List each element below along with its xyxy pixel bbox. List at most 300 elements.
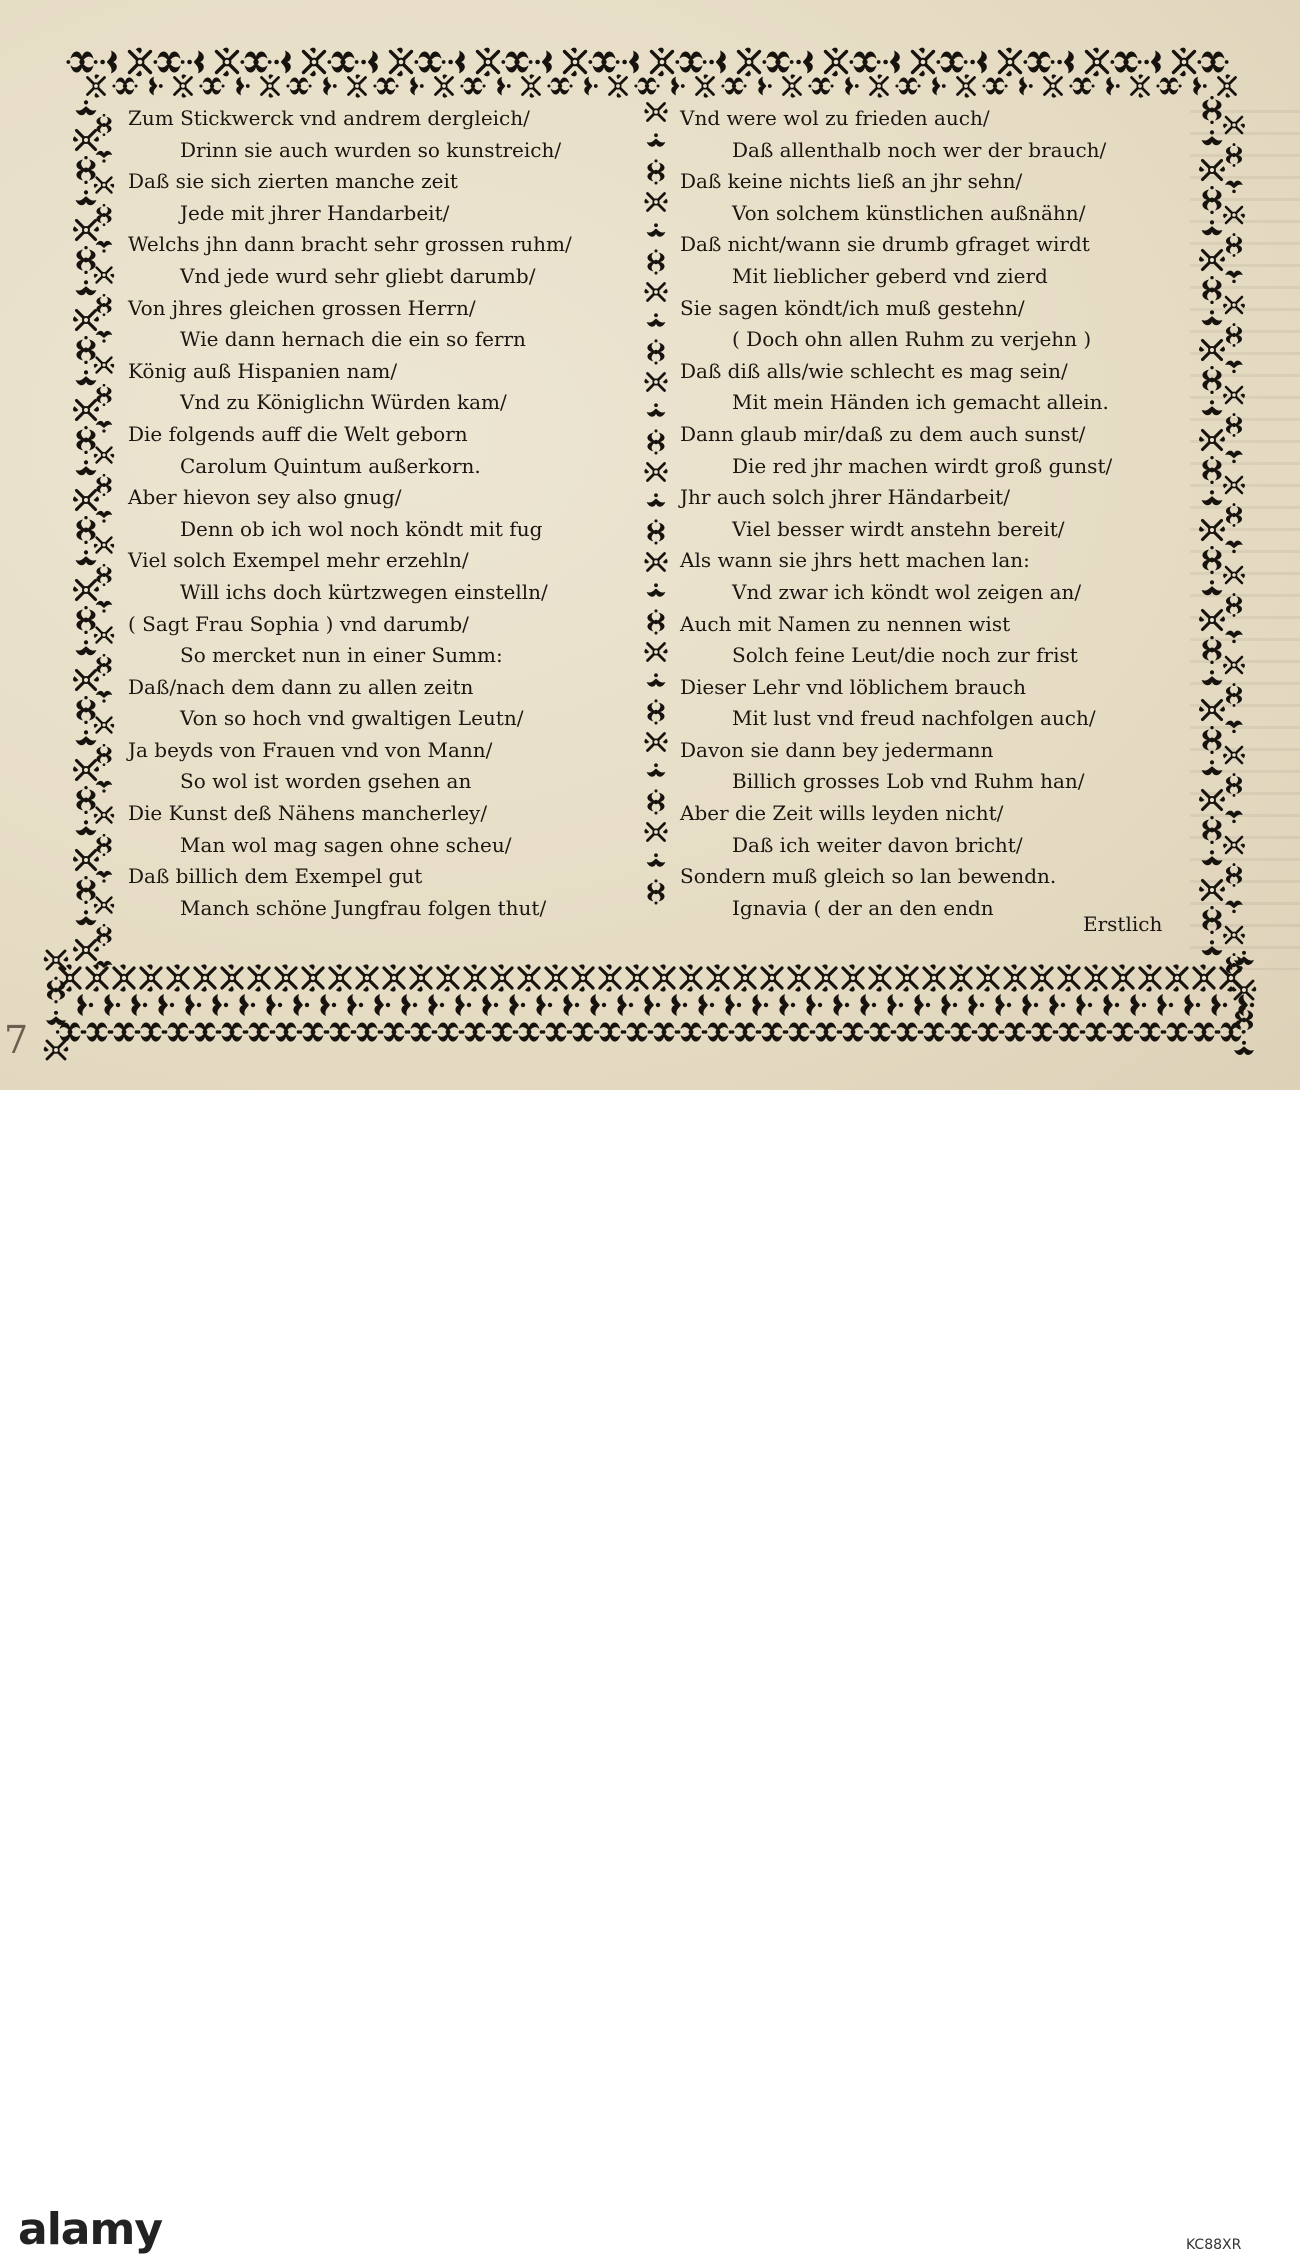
- border-ornament-icon: [76, 246, 95, 274]
- right-verse-line: Aber die Zeit wills leyden nicht/: [680, 801, 1004, 826]
- border-ornament-icon: [1110, 51, 1141, 72]
- border-ornament-icon: [1059, 964, 1079, 991]
- border-ornament-icon: [600, 964, 620, 991]
- border-ornament-icon: [1028, 1022, 1056, 1041]
- right-verse-line: Die red jhr machen wirdt groß gunst/: [732, 453, 1113, 478]
- border-ornament-icon: [438, 964, 458, 991]
- border-ornament-icon: [411, 964, 431, 991]
- border-ornament-icon: [731, 1022, 759, 1041]
- border-ornament-icon: [96, 241, 113, 253]
- border-ornament-icon: [951, 964, 971, 991]
- border-ornament-icon: [647, 609, 664, 634]
- border-ornament-icon: [112, 77, 137, 94]
- border-ornament-icon: [76, 730, 97, 745]
- border-ornament-icon: [73, 761, 99, 780]
- border-ornament-icon: [573, 964, 593, 991]
- border-ornament-icon: [796, 50, 813, 73]
- border-ornament-icon: [675, 51, 706, 72]
- border-ornament-icon: [762, 51, 793, 72]
- border-ornament-icon: [1136, 1022, 1164, 1041]
- border-ornament-icon: [349, 74, 366, 97]
- border-ornament-icon: [1199, 881, 1225, 900]
- right-verse-line: Auch mit Namen zu nennen wist: [680, 611, 1011, 636]
- catchword: Erstlich: [1083, 912, 1163, 936]
- border-ornament-icon: [644, 104, 667, 121]
- border-ornament-icon: [76, 190, 97, 205]
- border-ornament-icon: [697, 74, 714, 97]
- border-ornament-icon: [44, 951, 69, 969]
- border-ornament-icon: [1202, 580, 1223, 595]
- border-ornament-icon: [158, 994, 174, 1016]
- border-ornament-icon: [357, 964, 377, 991]
- border-ornament-icon: [262, 74, 279, 97]
- border-ornament-icon: [175, 74, 192, 97]
- border-ornament-icon: [1076, 994, 1092, 1016]
- border-ornament-icon: [1069, 77, 1094, 94]
- border-ornament-icon: [1057, 50, 1074, 73]
- border-ornament-icon: [217, 48, 238, 77]
- border-ornament-icon: [536, 994, 552, 1016]
- border-ornament-icon: [647, 493, 666, 506]
- border-ornament-icon: [1223, 657, 1245, 673]
- border-ornament-icon: [94, 178, 114, 193]
- border-ornament-icon: [1199, 521, 1225, 540]
- border-ornament-icon: [76, 640, 97, 655]
- border-ornament-icon: [1226, 143, 1242, 167]
- border-ornament-icon: [88, 74, 105, 97]
- border-ornament-icon: [1157, 994, 1173, 1016]
- border-ornament-icon: [96, 114, 111, 136]
- border-ornament-icon: [1202, 310, 1223, 325]
- border-ornament-icon: [860, 994, 876, 1016]
- border-ornament-icon: [320, 994, 336, 1016]
- border-ornament-icon: [647, 429, 664, 454]
- border-ornament-icon: [644, 374, 667, 391]
- border-ornament-icon: [968, 994, 984, 1016]
- border-ornament-icon: [1144, 50, 1161, 73]
- border-ornament-icon: [808, 77, 833, 94]
- border-ornament-icon: [1202, 906, 1221, 934]
- left-verse-line: Manch schöne Jungfrau folgen thut/: [180, 895, 547, 920]
- right-verse-line: Sie sagen köndt/ich muß gestehn/: [680, 295, 1025, 320]
- border-ornament-icon: [153, 51, 184, 72]
- border-ornament-icon: [286, 77, 311, 94]
- border-ornament-icon: [77, 994, 93, 1016]
- border-ornament-icon: [1197, 51, 1228, 72]
- border-ornament-icon: [1225, 721, 1243, 734]
- border-ornament-icon: [47, 977, 65, 1004]
- border-ornament-icon: [222, 964, 242, 991]
- border-ornament-icon: [644, 194, 667, 211]
- border-ornament-icon: [806, 994, 822, 1016]
- border-ornament-icon: [436, 74, 453, 97]
- border-ornament-icon: [460, 77, 485, 94]
- border-ornament-icon: [326, 1022, 354, 1041]
- border-ornament-icon: [240, 51, 271, 72]
- border-ornament-icon: [647, 403, 666, 416]
- border-ornament-icon: [76, 820, 97, 835]
- border-ornament-icon: [816, 964, 836, 991]
- border-ornament-icon: [762, 964, 782, 991]
- border-ornament-icon: [1226, 413, 1242, 437]
- left-verse-line: Daß sie sich zierten manche zeit: [128, 169, 458, 194]
- border-ornament-icon: [565, 48, 586, 77]
- border-ornament-icon: [1225, 271, 1243, 284]
- border-ornament-icon: [920, 1022, 948, 1041]
- border-ornament-icon: [492, 964, 512, 991]
- right-verse-line: Billich grosses Lob vnd Ruhm han/: [732, 769, 1085, 794]
- border-ornament-icon: [299, 1022, 327, 1041]
- border-ornament-icon: [970, 50, 987, 73]
- border-ornament-icon: [647, 133, 666, 146]
- border-ornament-icon: [96, 601, 113, 613]
- border-ornament-icon: [1202, 400, 1223, 415]
- border-ornament-icon: [1082, 1022, 1110, 1041]
- border-ornament-icon: [1202, 276, 1221, 304]
- border-ornament-icon: [1226, 503, 1242, 527]
- border-ornament-icon: [849, 51, 880, 72]
- border-ornament-icon: [1109, 1022, 1137, 1041]
- border-ornament-icon: [978, 964, 998, 991]
- border-ornament-icon: [708, 964, 728, 991]
- right-verse-line: Sondern muß gleich so lan bewendn.: [680, 864, 1057, 889]
- border-ornament-icon: [1202, 726, 1221, 754]
- border-ornament-icon: [509, 994, 525, 1016]
- border-ornament-icon: [96, 421, 113, 433]
- border-ornament-icon: [698, 994, 714, 1016]
- border-ornament-icon: [647, 763, 666, 776]
- border-ornament-icon: [96, 691, 113, 703]
- border-ornament-icon: [1113, 964, 1133, 991]
- border-ornament-icon: [164, 1022, 192, 1041]
- border-ornament-icon: [1202, 96, 1221, 124]
- border-ornament-icon: [497, 77, 510, 96]
- border-ornament-icon: [652, 48, 673, 77]
- border-ornament-icon: [758, 77, 771, 96]
- border-ornament-icon: [212, 994, 228, 1016]
- border-ornament-icon: [634, 77, 659, 94]
- border-ornament-icon: [1202, 670, 1223, 685]
- border-ornament-icon: [1223, 207, 1245, 223]
- border-ornament-icon: [94, 898, 114, 913]
- border-ornament-icon: [1199, 791, 1225, 810]
- border-ornament-icon: [1223, 837, 1245, 853]
- border-ornament-icon: [1225, 811, 1243, 824]
- border-ornament-icon: [871, 74, 888, 97]
- border-ornament-icon: [982, 77, 1007, 94]
- left-verse-line: Vnd jede wurd sehr gliebt darumb/: [180, 263, 536, 288]
- border-ornament-icon: [428, 994, 444, 1016]
- border-ornament-icon: [1226, 773, 1242, 797]
- border-ornament-icon: [535, 50, 552, 73]
- right-text-column: [680, 103, 1180, 924]
- border-ornament-icon: [1219, 74, 1236, 97]
- border-ornament-icon: [104, 994, 120, 1016]
- border-ornament-icon: [1193, 77, 1206, 96]
- border-ornament-icon: [76, 156, 95, 184]
- right-verse-line: Dieser Lehr vnd löblichem brauch: [680, 674, 1027, 699]
- border-ornament-icon: [373, 77, 398, 94]
- border-ornament-icon: [519, 964, 539, 991]
- border-ornament-icon: [647, 583, 666, 596]
- border-ornament-icon: [644, 824, 667, 841]
- border-ornament-icon: [671, 77, 684, 96]
- border-ornament-icon: [384, 964, 404, 991]
- border-ornament-icon: [131, 994, 147, 1016]
- border-ornament-icon: [76, 910, 97, 925]
- border-ornament-icon: [785, 1022, 813, 1041]
- border-ornament-icon: [1103, 994, 1119, 1016]
- border-ornament-icon: [114, 964, 134, 991]
- border-ornament-icon: [94, 448, 114, 463]
- left-verse-line: Aber hievon sey also gnug/: [128, 485, 402, 510]
- border-ornament-icon: [96, 744, 111, 766]
- border-ornament-icon: [100, 50, 117, 73]
- border-ornament-icon: [677, 1022, 705, 1041]
- border-ornament-icon: [644, 644, 667, 661]
- border-ornament-icon: [380, 1022, 408, 1041]
- right-verse-line: Daß diß alls/wie schlecht es mag sein/: [680, 358, 1068, 383]
- left-verse-line: Von jhres gleichen grossen Herrn/: [128, 295, 476, 320]
- border-ornament-icon: [1019, 77, 1032, 96]
- border-ornament-icon: [1130, 994, 1146, 1016]
- right-verse-line: Als wann sie jhrs hett machen lan:: [680, 548, 1030, 573]
- border-ornament-icon: [94, 358, 114, 373]
- border-ornament-icon: [1211, 994, 1227, 1016]
- border-ornament-icon: [515, 1022, 543, 1041]
- border-ornament-icon: [96, 871, 113, 883]
- border-ornament-icon: [96, 511, 113, 523]
- border-ornament-icon: [644, 734, 667, 751]
- border-ornament-icon: [1132, 74, 1149, 97]
- border-ornament-icon: [647, 313, 666, 326]
- border-ornament-icon: [1174, 48, 1195, 77]
- border-ornament-icon: [1202, 130, 1223, 145]
- border-ornament-icon: [236, 77, 249, 96]
- border-ornament-icon: [96, 781, 113, 793]
- border-ornament-icon: [1106, 77, 1119, 96]
- left-verse-line: Jede mit jhrer Handarbeit/: [180, 200, 450, 225]
- border-ornament-icon: [266, 994, 282, 1016]
- right-verse-line: Daß allenthalb noch wer der brauch/: [732, 137, 1107, 162]
- right-verse-line: Daß nicht/wann sie drumb gfraget wirdt: [680, 232, 1090, 257]
- left-verse-line: Will ichs doch kürtzwegen einstelln/: [180, 579, 548, 604]
- border-ornament-icon: [1223, 747, 1245, 763]
- border-ornament-icon: [1194, 964, 1214, 991]
- border-ornament-icon: [455, 994, 471, 1016]
- right-verse-line: Vnd were wol zu frieden auch/: [680, 106, 990, 130]
- border-ornament-icon: [96, 384, 111, 406]
- border-ornament-icon: [932, 77, 945, 96]
- border-ornament-icon: [735, 964, 755, 991]
- border-ornament-icon: [1225, 541, 1243, 554]
- border-ornament-icon: [410, 77, 423, 96]
- left-verse-line: So mercket nun in einer Summ:: [180, 643, 503, 668]
- border-ornament-icon: [1022, 994, 1038, 1016]
- scanned-page: [0, 0, 1300, 1090]
- right-verse-line: Daß keine nichts ließ an jhr sehn/: [680, 169, 1023, 194]
- border-ornament-icon: [1202, 850, 1223, 865]
- border-ornament-icon: [523, 74, 540, 97]
- border-ornament-icon: [644, 464, 667, 481]
- right-verse-line: ( Doch ohn allen Ruhm zu verjehn ): [732, 327, 1092, 352]
- border-ornament-icon: [293, 994, 309, 1016]
- border-ornament-icon: [1223, 927, 1245, 943]
- border-ornament-icon: [627, 964, 647, 991]
- left-verse-line: Man wol mag sagen ohne scheu/: [180, 832, 512, 857]
- border-ornament-icon: [245, 1022, 273, 1041]
- border-ornament-icon: [249, 964, 269, 991]
- border-ornament-icon: [1226, 863, 1242, 887]
- border-ornament-icon: [1223, 567, 1245, 583]
- border-ornament-icon: [46, 1011, 66, 1025]
- border-ornament-icon: [588, 51, 619, 72]
- border-ornament-icon: [73, 401, 99, 420]
- border-ornament-icon: [1167, 964, 1187, 991]
- border-ornament-icon: [752, 994, 768, 1016]
- border-ornament-icon: [947, 1022, 975, 1041]
- border-ornament-icon: [96, 654, 111, 676]
- border-ornament-icon: [94, 628, 114, 643]
- border-ornament-icon: [1225, 631, 1243, 644]
- border-ornament-icon: [461, 1022, 489, 1041]
- border-ornament-icon: [1223, 387, 1245, 403]
- border-ornament-icon: [1023, 51, 1054, 72]
- border-ornament-icon: [893, 1022, 921, 1041]
- border-ornament-icon: [1223, 477, 1245, 493]
- border-ornament-icon: [478, 48, 499, 77]
- border-ornament-icon: [1223, 117, 1245, 133]
- border-ornament-icon: [76, 696, 95, 724]
- border-ornament-icon: [887, 994, 903, 1016]
- border-ornament-icon: [1202, 456, 1221, 484]
- border-ornament-icon: [610, 74, 627, 97]
- border-ornament-icon: [488, 1022, 516, 1041]
- border-ornament-icon: [958, 74, 975, 97]
- border-ornament-icon: [1225, 361, 1243, 374]
- border-ornament-icon: [547, 77, 572, 94]
- border-ornament-icon: [709, 50, 726, 73]
- border-ornament-icon: [96, 204, 111, 226]
- border-ornament-icon: [199, 77, 224, 94]
- border-ornament-icon: [546, 964, 566, 991]
- right-verse-line: Mit lieblicher geberd vnd zierd: [732, 263, 1048, 288]
- border-ornament-icon: [73, 941, 99, 960]
- border-ornament-icon: [83, 1022, 111, 1041]
- border-ornament-icon: [110, 1022, 138, 1041]
- border-ornament-icon: [563, 994, 579, 1016]
- border-ornament-icon: [87, 964, 107, 991]
- left-verse-line: Die folgends auff die Welt geborn: [128, 421, 468, 446]
- border-ornament-icon: [1001, 1022, 1029, 1041]
- border-ornament-icon: [73, 851, 99, 870]
- border-ornament-icon: [191, 1022, 219, 1041]
- border-ornament-icon: [76, 550, 97, 565]
- border-ornament-icon: [361, 50, 378, 73]
- border-ornament-icon: [1000, 48, 1021, 77]
- left-verse-line: Wie dann hernach die ein so ferrn: [180, 327, 526, 352]
- border-ornament-icon: [1225, 451, 1243, 464]
- border-ornament-icon: [789, 964, 809, 991]
- border-ornament-icon: [76, 460, 97, 475]
- border-ornament-icon: [895, 77, 920, 94]
- border-ornament-icon: [1199, 341, 1225, 360]
- left-verse-line: König auß Hispanien nam/: [128, 358, 398, 383]
- watermark-footer: [0, 1090, 1300, 2255]
- border-ornament-icon: [924, 964, 944, 991]
- border-ornament-icon: [1202, 760, 1223, 775]
- border-ornament-icon: [1202, 940, 1223, 955]
- border-ornament-icon: [137, 1022, 165, 1041]
- right-verse-line: Davon sie dann bey jedermann: [680, 737, 994, 762]
- border-ornament-icon: [94, 808, 114, 823]
- border-ornament-icon: [725, 994, 741, 1016]
- border-ornament-icon: [482, 994, 498, 1016]
- right-verse-line: Viel besser wirdt anstehn bereit/: [732, 516, 1065, 541]
- border-ornament-icon: [826, 48, 847, 77]
- left-text-column: [128, 103, 618, 924]
- border-ornament-icon: [671, 994, 687, 1016]
- border-ornament-icon: [73, 221, 99, 240]
- border-ornament-icon: [647, 249, 664, 274]
- border-ornament-icon: [73, 311, 99, 330]
- border-ornament-icon: [1199, 611, 1225, 630]
- border-ornament-icon: [681, 964, 701, 991]
- border-ornament-icon: [833, 994, 849, 1016]
- border-ornament-icon: [353, 1022, 381, 1041]
- border-ornament-icon: [96, 294, 111, 316]
- border-ornament-icon: [76, 426, 95, 454]
- right-verse-line: Jhr auch solch jhrer Händarbeit/: [680, 485, 1010, 510]
- border-ornament-icon: [66, 51, 97, 72]
- border-ornament-icon: [330, 964, 350, 991]
- border-ornament-icon: [1140, 964, 1160, 991]
- border-ornament-icon: [94, 718, 114, 733]
- border-ornament-icon: [845, 77, 858, 96]
- border-ornament-icon: [647, 159, 664, 184]
- border-ornament-icon: [1226, 233, 1242, 257]
- border-ornament-icon: [239, 994, 255, 1016]
- border-ornament-icon: [218, 1022, 246, 1041]
- border-ornament-icon: [73, 581, 99, 600]
- right-verse-line: Mit mein Händen ich gemacht allein.: [732, 390, 1109, 415]
- border-ornament-icon: [76, 100, 97, 115]
- border-ornament-icon: [1202, 220, 1223, 235]
- border-ornament-icon: [168, 964, 188, 991]
- page-number: 7: [4, 1018, 29, 1062]
- border-ornament-icon: [647, 789, 664, 814]
- border-ornament-icon: [434, 1022, 462, 1041]
- border-ornament-icon: [914, 994, 930, 1016]
- border-ornament-icon: [647, 879, 664, 904]
- left-verse-line: Daß/nach dem dann zu allen zeitn: [128, 674, 474, 699]
- border-ornament-icon: [758, 1022, 786, 1041]
- border-ornament-icon: [1234, 951, 1254, 965]
- border-ornament-icon: [542, 1022, 570, 1041]
- border-ornament-icon: [1049, 994, 1065, 1016]
- border-ornament-icon: [784, 74, 801, 97]
- border-ornament-icon: [1199, 161, 1225, 180]
- left-verse-line: Drinn sie auch wurden so kunstreich/: [180, 137, 562, 162]
- border-ornament-icon: [941, 994, 957, 1016]
- border-ornament-icon: [96, 834, 111, 856]
- border-ornament-icon: [647, 853, 666, 866]
- border-ornament-icon: [327, 51, 358, 72]
- right-verse-line: Mit lust vnd freud nachfolgen auch/: [732, 706, 1096, 731]
- border-ornament-icon: [276, 964, 296, 991]
- border-ornament-icon: [647, 673, 666, 686]
- border-ornament-icon: [647, 339, 664, 364]
